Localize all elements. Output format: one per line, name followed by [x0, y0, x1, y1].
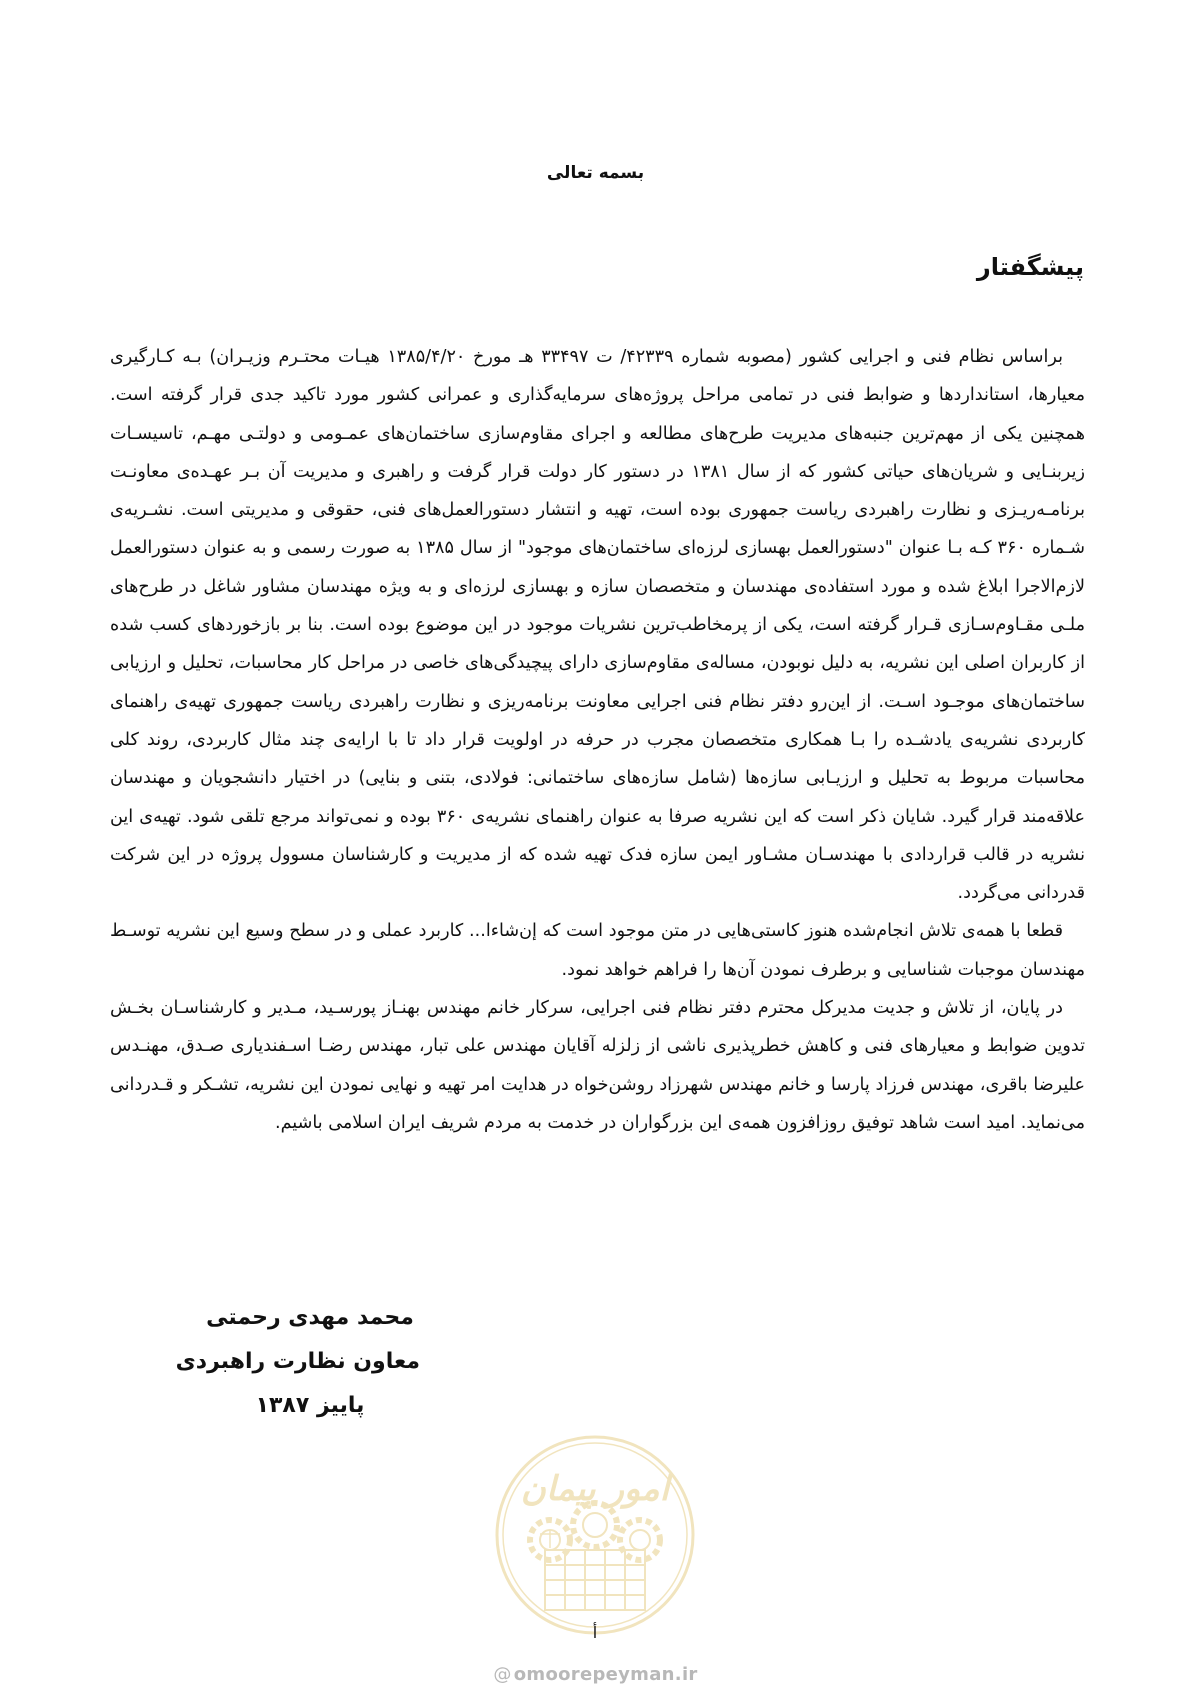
watermark-logo-graphic [490, 1430, 700, 1640]
website-watermark [0, 1664, 1191, 1685]
page-number: أ [592, 1623, 598, 1642]
signature-block [175, 1296, 420, 1428]
watermark-logo-lettering: امور پیمان [520, 1469, 670, 1509]
omoorepeyman-logo-icon [490, 1430, 700, 1640]
preface-paragraph-2: قطعا با همه‌ی تلاش انجام‌شده هنوز کاستی‌هایی در متن موجود است که إن‌شاءا... کاربرد عملی و در سطح وسیع این نشریه توسـط مهندسان موجبات شناسایی و برطرف نمودن آن‌ها را فراهم خواهد نمود. [110, 921, 1085, 980]
website-url: omoorepeyman.ir [513, 1664, 698, 1685]
signatory-position: معاون نظارت راهبردی [175, 1349, 420, 1374]
page-title: پیشگفتار [976, 253, 1084, 281]
signatory-name: محمد مهدی رحمتی [206, 1305, 414, 1330]
preface-paragraph-3: در پایان، از تلاش و جدیت مدیرکل محترم دفتر نظام فنی اجرایی، سرکار خانم مهندس بهنـاز پورسـید، مـدیر و کارشناسـان بخـش تدوین ضوابط و معیارهای فنی و کاهش خطرپذیری ناشی از زلزله آقایان مهندس علی تبار، مهندس رضـا اسـفندیاری صـدق، مهنـدس علیرضا باقری، مهندس فرزاد پارسا و خانم مهندس شهرزاد روشن‌خواه در هدایت امر تهیه و نهایی نمودن این نشریه، تشـکر و قـدردانی می‌نماید. امید است شاهد توفیق روزافزون همه‌ی این بزرگواران در خدمت به مردم شریف ایران اسلامی باشیم. [110, 998, 1085, 1133]
basmala-header: بسمه تعالی [546, 163, 645, 183]
preface-paragraph-1: براساس نظام فنی و اجرایی کشور (مصوبه شماره ۴۲۳۳۹/ ت ۳۳۴۹۷ هـ مورخ ۱۳۸۵/۴/۲۰ هیـات محتـرم وزیـران) بـه کـارگیری معیارها، استانداردها و ضوابط فنی در تمامی مراحل پروژه‌های سرمایه‌گذاری و عمرانی کشور مورد تاکید جدی قرار گرفته است. همچنین یکی از مهم‌ترین جنبه‌های مدیریت طرح‌های مطالعه و اجرای مقاوم‌سازی ساختمان‌های عمـومی و دولتـی مهـم، تاسیسـات زیربنـایی و شریان‌های حیاتی کشور که از سال ۱۳۸۱ در دستور کار دولت قرار گرفت و راهبری و مدیریت آن بـر عهـده‌ی معاونـت برنامـه‌ریـزی و نظارت راهبردی ریاست جمهوری بوده است، تهیه و انتشار دستورالعمل‌های فنی، حقوقی و مدیریتی است. نشـریه‌ی شـماره ۳۶۰ کـه بـا عنوان "دستورالعمل بهسازی لرزه‌ای ساختمان‌های موجود" از سال ۱۳۸۵ به صورت رسمی و به عنوان دستورالعمل لازم‌الاجرا ابلاغ شده و مورد استفاده‌ی مهندسان و متخصصان سازه و بهسازی لرزه‌ای و به ویژه مهندسان مشاور شاغل در طرح‌های ملـی مقـاوم‌سـازی قـرار گرفته است، یکی از پرمخاطب‌ترین نشریات موجود در این موضوع بوده است. بنا بر بازخوردهای کسب شده از کاربران اصلی این نشریه، به دلیل نوبودن، مساله‌ی مقاوم‌سازی دارای پیچیدگی‌های خاصی در مراحل کار محاسبات، تحلیل و ارزیابی ساختمان‌های موجـود اسـت. از این‌رو دفتر نظام فنی اجرایی معاونت برنامه‌ریزی و نظارت راهبردی ریاست جمهوری تهیه‌ی راهنمای کاربردی نشریه‌ی یادشـده را بـا همکاری متخصصان مجرب در حرفه در اولویت قرار داد تا با ارایه‌ی چند مثال کاربردی، روند کلی محاسبات مربوط به تحلیل و ارزیـابی سازه‌ها (شامل سازه‌های ساختمانی: فولادی، بتنی و بنایی) در اختیار دانشجویان و مهندسان علاقه‌مند قرار گیرد. شایان ذکر است که این نشریه صرفا به عنوان راهنمای نشریه‌ی ۳۶۰ بوده و نمی‌تواند مرجع تلقی شود. تهیه‌ی این نشریه در قالب قراردادی با مهندسـان مشـاور ایمن سازه فدک تهیه شده که از مدیریت و کارشناسان مسوول پروژه در این شرکت قدردانی می‌گردد. [110, 347, 1086, 904]
signature-date: پاییز ۱۳۸۷ [255, 1393, 365, 1418]
preface-body [110, 338, 1085, 1142]
at-sign-icon: @ [493, 1664, 512, 1685]
